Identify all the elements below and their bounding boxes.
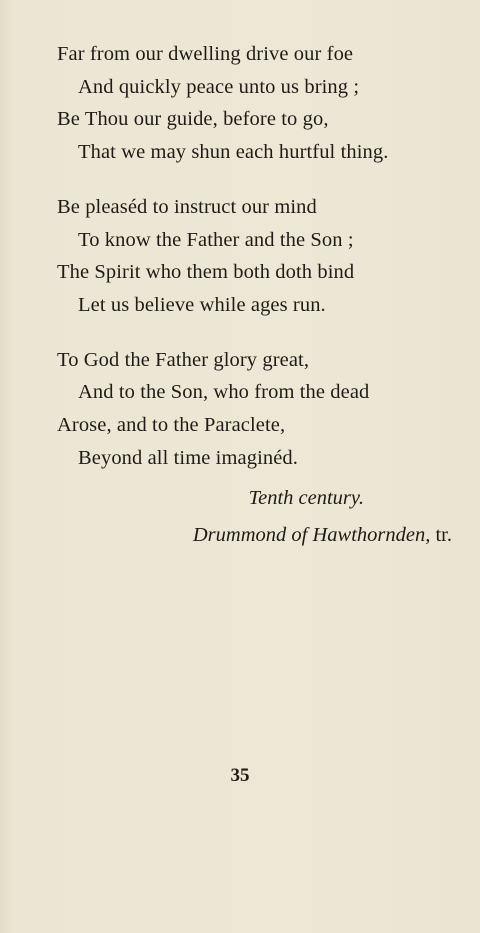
verse-line: Let us believe while ages run. bbox=[78, 293, 326, 316]
verse-line: To God the Father glory great, bbox=[57, 348, 310, 371]
verse-line: Be pleaséd to instruct our mind bbox=[57, 195, 317, 218]
translator-name: Drummond of Hawthornden, bbox=[192, 524, 431, 546]
stanza-3 bbox=[0, 344, 480, 475]
verse-line: Far from our dwelling drive our foe bbox=[57, 43, 354, 65]
verse-line: And quickly peace unto us bring ; bbox=[78, 75, 360, 98]
page-number: 35 bbox=[230, 765, 250, 786]
translator-suffix: tr. bbox=[435, 524, 452, 546]
verse-line: To know the Father and the Son ; bbox=[78, 228, 354, 251]
stanza-2 bbox=[0, 191, 480, 322]
verse-line: Beyond all time imaginéd. bbox=[78, 446, 298, 469]
hymn-text bbox=[0, 38, 480, 496]
verse-line: The Spirit who them both doth bind bbox=[57, 261, 355, 284]
stanza-1 bbox=[0, 38, 480, 169]
verse-line: Be Thou our guide, before to go, bbox=[57, 108, 329, 131]
verse-line: Arose, and to the Paraclete, bbox=[57, 414, 286, 437]
attribution-translator bbox=[0, 524, 452, 547]
verse-line: That we may shun each hurtful thing. bbox=[78, 141, 389, 164]
attribution-century: Tenth century. bbox=[248, 487, 364, 509]
verse-line: And to the Son, who from the dead bbox=[78, 381, 370, 404]
